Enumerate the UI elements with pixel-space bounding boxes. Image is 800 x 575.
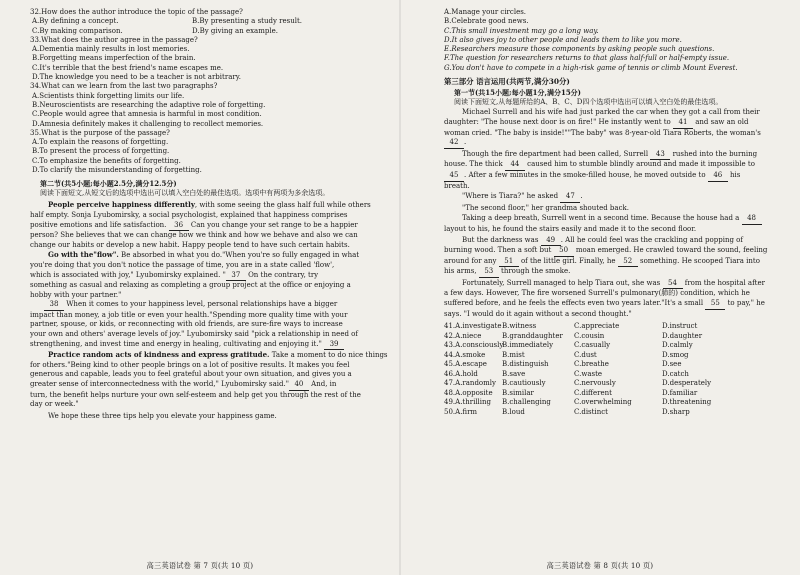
option-c: C.It's terrible that the best friend's name escapes me. xyxy=(32,63,224,72)
part-title: 第三部分 语言运用(共两节,满分30分) xyxy=(444,77,570,87)
story: Michael Surrell and his wife had just parked the car when they got a call from their daughter: "The house next door is on fire!" He instantly went to 41 and saw an old woman cried. "The baby is inside!""The baby" was 8-year-old Tiara Roberts, the woman's 42 . Though the fire department had been called, Surrell 43 rushed into the burning house. The thick 44 caused him to stumble blindly around and made it impossible to 45 . After a few minutes in the smoke-filled house, he moved outside to 46 his breath. "Where is Tiara?" he asked 47 . "The second floor," her grandma shouted back. Taking a deep breath, Surrell went in a second time. Because the house had a 48 layout to his, he found the stairs easily and made it to the second floor. But the darkness was 49 . All he could feel was the crackling and popping of burning wood. Then a soft but 50 moan emerged. He crawled toward the sound, feeling around for any 51 of the little girl. Finally, he 52 something. He scooped Tiara into his arms, 53 through the smoke. Fortunately, Surrell managed to help Tiara out, she was 54 from the hospital after a few days. However, The fire worsened Surrell's pulmonary(肺的) condition, which he suffered before, and he feels the effects even two years later."It's a small 55 to pay," he says. "I would do it again without a second thought." xyxy=(444,108,768,318)
blank-52[interactable]: 52 xyxy=(618,257,638,268)
answer-row-48: 48.A.opposite B.similar C.different D.familiar xyxy=(444,388,698,397)
section-directions: 阅读下面短文,从每题所给的A、B、C、D四个选项中选出可以填入空白处的最佳选项。 xyxy=(454,97,723,106)
blank-39[interactable]: 39 xyxy=(324,340,344,351)
blank-47[interactable]: 47 xyxy=(560,192,580,203)
answer-row-45: 45.A.escape B.distinguish C.breathe D.see xyxy=(444,360,682,369)
option-d: D.To clarify the misunderstanding of forgetting. xyxy=(32,166,202,175)
blank-37[interactable]: 37 xyxy=(226,271,246,282)
answer-row-43: 43.A.consciously B.immediately C.casually D.calmly xyxy=(444,341,693,350)
question-stem: 34.What can we learn from the last two paragraphs? xyxy=(30,82,218,91)
question-32 xyxy=(30,8,388,36)
answer-row-50: 50.A.firm B.loud C.distinct D.sharp xyxy=(444,407,690,416)
section-title: 第一节(共15小题;每小题1分,满分15分) xyxy=(454,88,581,98)
page-footer: 高三英语试卷 第 8 页(共 10 页) xyxy=(546,561,654,570)
blank-36[interactable]: 36 xyxy=(169,221,189,232)
option-d: D.By giving an example. xyxy=(192,26,278,35)
blank-50[interactable]: 50 xyxy=(554,246,574,257)
option-b: B.By presenting a study result. xyxy=(192,17,303,26)
choice-b: B.Celebrate good news. xyxy=(444,17,529,26)
choice-d: D.It also gives joy to other people and leads them to like you more. xyxy=(444,35,682,44)
answer-row-46: 46.A.hold B.save C.waste D.catch xyxy=(444,369,689,378)
answer-options xyxy=(444,322,776,417)
option-d: D.Amnesia definitely makes it challenging to recollect memories. xyxy=(32,119,264,128)
question-34 xyxy=(30,82,388,128)
option-a: A.Scientists think forgetting limits our life. xyxy=(32,91,185,100)
blank-55[interactable]: 55 xyxy=(705,299,725,310)
question-35 xyxy=(30,129,388,175)
question-stem: 33.What does the author agree in the passage? xyxy=(30,35,198,44)
option-c: C.To emphasize the benefits of forgetting. xyxy=(32,156,181,165)
choice-f: F.The question for researchers returns to that glass half-full or half-empty issue. xyxy=(444,54,730,63)
page-footer: 高三英语试卷 第 7 页(共 10 页) xyxy=(146,561,254,570)
option-a: A.Dementia mainly results in lost memories. xyxy=(32,45,190,54)
blank-40[interactable]: 40 xyxy=(289,380,309,391)
choice-list xyxy=(444,8,776,73)
blank-51[interactable]: 51 xyxy=(499,257,519,268)
answer-row-41: 41.A.investigate B.witness C.appreciate D.instruct xyxy=(444,322,698,331)
choice-a: A.Manage your circles. xyxy=(444,8,527,16)
blank-41[interactable]: 41 xyxy=(673,118,693,129)
passage: People perceive happiness differently, with some seeing the glass half full while others half empty. Sonja Lyubomirsky, a social psychologist, explained that happiness comprises positive emotions and life satisfaction. 36 Can you change your set range to be a happier person? She believes that we can change how we think and how we behave and also we can change our habits or develop a new habit. Happy people tend to have such certain habits. Go with the"flow". Be absorbed in what you do."When you're so fully engaged in what you're doing that you don't notice the passage of time, you are in a state called 'flow', which is associated with joy," Lyubomirsky explained. " 37 On the contrary, try something as casual and relaxing as completing a group project at the office or enjoying a hobby with your partner." 38 When it comes to your happiness level, personal relationships have a bigger impact than money, a job title or even your health."Spending more quality time with your partner, spouse, or kids, or reconnecting with old friends, are sure-fire ways to increase your own and others' average levels of joy." Lyubomirsky said "pick a relationship in need of strengthening, and invest time and energy in healing, cultivating and enjoying it." 39 Practice random acts of kindness and express gratitude. Take a moment to do nice things for others."Being kind to other people brings on a lot of positive results. It makes you feel generous and capable, leads you to feel grateful about your own situation, and gives you a greater sense of interconnectedness with the world," Lyubomirsky said." 40 And, in turn, the benefit helps nurture your own self-esteem and help get you through the rest of the day or week." We hope these three tips help you elevate your happiness game. xyxy=(30,200,388,420)
choice-g: G.You don't have to compete in a high-risk game of tennis or climb Mount Everest. xyxy=(444,63,738,72)
option-a: A.By defining a concept. xyxy=(32,17,119,26)
answer-row-47: 47.A.randomly B.cautiously C.nervously D.desperately xyxy=(444,379,712,388)
choice-c: C.This small investment may go a long way. xyxy=(444,26,599,35)
option-c: C.People would agree that amnesia is harmful in most condition. xyxy=(32,110,262,119)
answer-row-42: 42.A.niece B.granddaughter C.cousin D.daughter xyxy=(444,331,703,340)
section-title: 第二节(共5小题;每小题2.5分,满分12.5分) xyxy=(40,179,177,189)
option-b: B.To present the process of forgetting. xyxy=(32,147,170,156)
question-33 xyxy=(30,36,388,82)
question-stem: 35.What is the purpose of the passage? xyxy=(30,128,170,137)
blank-54[interactable]: 54 xyxy=(663,279,683,290)
question-stem: 32.How does the author introduce the topic of the passage? xyxy=(30,8,243,16)
blank-44[interactable]: 44 xyxy=(505,160,525,171)
answer-row-49: 49.A.thrilling B.challenging C.overwhelming D.threatening xyxy=(444,398,712,407)
option-a: A.To explain the reasons of forgetting. xyxy=(32,138,169,147)
option-b: B.Forgetting means imperfection of the brain. xyxy=(32,54,196,63)
blank-46[interactable]: 46 xyxy=(708,171,728,182)
blank-42[interactable]: 42 xyxy=(444,138,464,149)
answer-row-44: 44.A.smoke B.mist C.dust D.smog xyxy=(444,350,689,359)
section-directions: 阅读下面短文,从短文后的选项中选出可以填入空白处的最佳选项。选项中有两项为多余选项。 xyxy=(40,188,330,197)
blank-48[interactable]: 48 xyxy=(742,214,762,225)
blank-49[interactable]: 49 xyxy=(541,236,561,247)
blank-38[interactable]: 38 xyxy=(44,300,64,311)
option-d: D.The knowledge you need to be a teacher is not arbitrary. xyxy=(32,73,241,82)
blank-43[interactable]: 43 xyxy=(650,150,670,161)
choice-e: E.Researchers measure those components by asking people such questions. xyxy=(444,45,715,54)
blank-53[interactable]: 53 xyxy=(479,267,499,278)
option-c: C.By making comparison. xyxy=(32,26,123,35)
option-b: B.Neuroscientists are researching the adaptive role of forgetting. xyxy=(32,100,266,109)
page-8 xyxy=(400,0,800,575)
blank-45[interactable]: 45 xyxy=(444,171,464,182)
